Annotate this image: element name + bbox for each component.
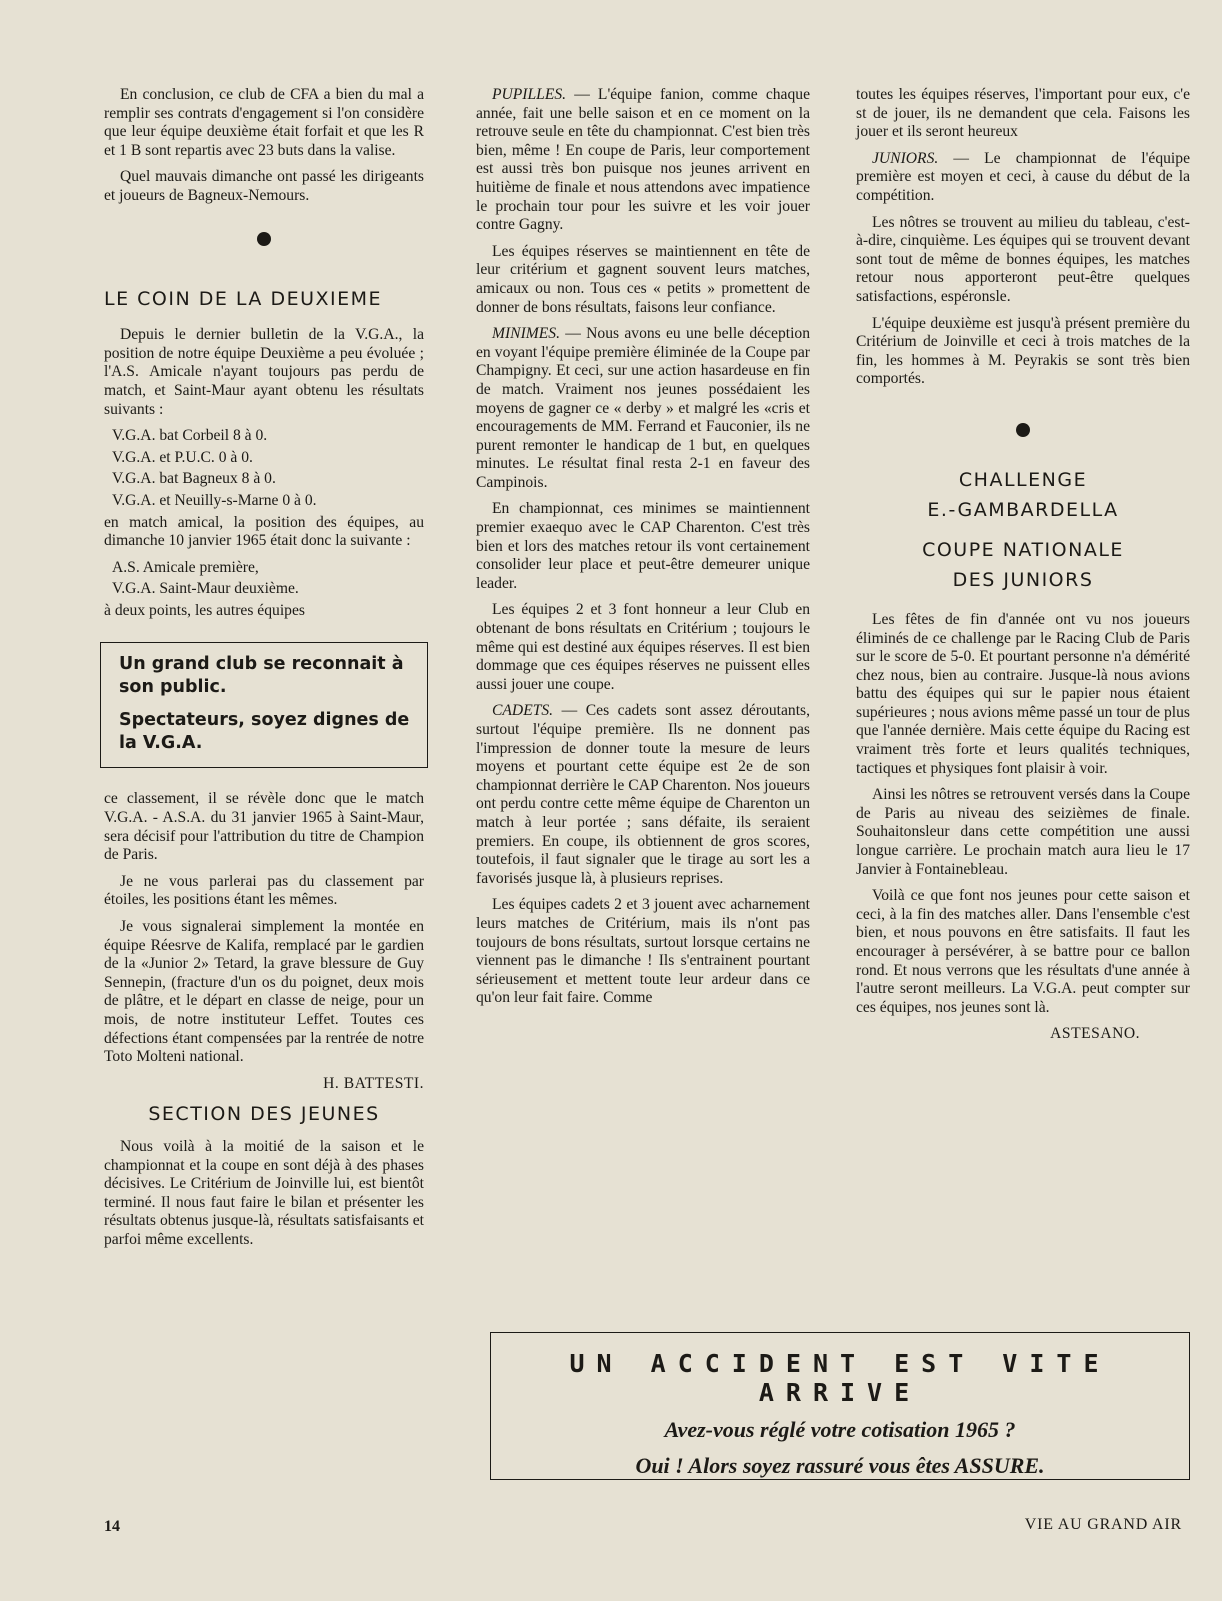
result-line: V.G.A. bat Bagneux 8 à 0. bbox=[112, 470, 276, 488]
column-3 bbox=[856, 86, 1190, 1056]
result-line: V.G.A. et Neuilly-s-Marne 0 à 0. bbox=[112, 491, 317, 509]
notice-line-2: Oui ! Alors soyez rassuré vous êtes ASSURE. bbox=[635, 1453, 1045, 1478]
author-signature: H. BATTESTI. bbox=[323, 1074, 424, 1092]
paragraph: Les équipes cadets 2 et 3 jouent avec acharnement leurs matches de Critérium, mais ils n'ont pas toujours de bons résultats, surtout lorsque certains ne viennent pas le dimanche ! Ils s'entrainent pourtant sérieusement et mettent toute leur ardeur dans ce qu'on leur fait faire. Comme bbox=[476, 896, 810, 1007]
juniors-label: JUNIORS. bbox=[872, 149, 939, 167]
heading-line: E.-GAMBARDELLA bbox=[927, 498, 1119, 521]
cadets-label: CADETS. bbox=[492, 702, 554, 720]
paragraph: à deux points, les autres équipes bbox=[104, 601, 305, 619]
paragraph: Les nôtres se trouvent au milieu du tableau, c'est-à-dire, cinquième. Les équipes qui se trouvent devant sont tout de même de bonnes équipes, les matches retour nous apporteront peut-être quelques satisfactions, espéronsle. bbox=[856, 213, 1190, 305]
paragraph-cadets bbox=[476, 702, 810, 888]
magazine-name: VIE AU GRAND AIR bbox=[1024, 1516, 1182, 1533]
bullet-divider bbox=[1016, 423, 1030, 437]
result-line: V.G.A. et P.U.C. 0 à 0. bbox=[112, 448, 253, 466]
paragraph: Nous voilà à la moitié de la saison et le championnat et la coupe en sont déjà à des phases décisives. Le Critérium de Joinville lui, est bientôt terminé. Il nous faut faire le bilan et présenter les résultats obtenus jusque-là, résultats satisfaisants et parfoi même excellents. bbox=[104, 1137, 424, 1248]
paragraph: Quel mauvais dimanche ont passé les dirigeants et joueurs de Bagneux-Nemours. bbox=[104, 168, 424, 204]
minimes-label: MINIMES. bbox=[492, 325, 560, 343]
section-heading-deuxieme: LE COIN DE LA DEUXIEME bbox=[104, 287, 383, 310]
pupilles-text: — L'équipe fanion, comme chaque année, fait une belle saison et en ce moment on la retrouve seule en tête du championnat. C'est bien très bien, même ! En coupe de Paris, leur comportement est aussi très bon puisque nos jeunes arrivent en huitième de finale et nous attendons avec impatience le prochain tour pour les suivre et les voir jouer contre Gagny. bbox=[476, 86, 810, 234]
paragraph: en match amical, la position des équipes, au dimanche 10 janvier 1965 était donc la suivante : bbox=[104, 513, 424, 550]
paragraph-juniors bbox=[856, 150, 1190, 206]
paragraph: ce classement, il se révèle donc que le match V.G.A. - A.S.A. du 31 janvier 1965 à Saint-Maur, sera décisif pour l'attribution du titre de Champion de Paris. bbox=[104, 790, 424, 864]
paragraph: Les fêtes de fin d'année ont vu nos joueurs éliminés de ce challenge par le Racing Club de Paris sur le score de 5-0. Et pourtant personne n'a démérité chez nous, bien au contraire. Jusque-là nous avions battu des équipes qui sur le papier nous étaient supérieures ; nous avions même passé un tour de plus que l'année dernière. Mais cette équipe du Racing est vraiment très forte et leurs qualités techniques, tactiques et physiques font plaisir à voir. bbox=[856, 610, 1190, 777]
paragraph: En championnat, ces minimes se maintiennent premier exaequo avec le CAP Charenton. C'est très bien et lors des matches retour ils vont certainement consolider leur place et peut-être demeurer unique leader. bbox=[476, 500, 810, 592]
paragraph: Les équipes 2 et 3 font honneur a leur Club en obtenant de bons résultats en Critérium ; toujours le même qui est destiné aux équipes réserves. Il est bien dommage que ces équipes réserves ne puissent elles aussi jouer une coupe. bbox=[476, 601, 810, 693]
heading-line: COUPE NATIONALE bbox=[922, 538, 1124, 561]
notice-line: Spectateurs, soyez dignes de la V.G.A. bbox=[119, 710, 410, 754]
paragraph-minimes bbox=[476, 325, 810, 492]
minimes-text: — Nous avons eu une belle déception en voyant l'équipe première éliminée de la Coupe par Champigny. Et ceci, sur une action hasardeuse en fin de match. Vraiment nos jeunes possédaient les moyens de gagner ce « derby » et malgré les «cris et encouragements de MM. Ferrand et Fauconier, ils ne purent remonter le handicap de 1 but, en quelques minutes. Le résultat final resta 2-1 en faveur des Campinois. bbox=[476, 325, 810, 491]
notice-line: Un grand club se reconnait à son public. bbox=[119, 654, 404, 698]
section-heading-jeunes: SECTION DES JEUNES bbox=[148, 1103, 380, 1126]
paragraph: toutes les équipes réserves, l'important pour eux, c'e st de jouer, ils ne demandent que cela. Faisons les jouer et ils seront heureux bbox=[856, 86, 1190, 141]
paragraph: Voilà ce que font nos jeunes pour cette saison et ceci, à la fin des matches aller. Dans l'ensemble c'est bien, et nous pouvons en être satisfaits. Il faut les encourager à persévérer, à se battre pour ce ballon rond. Et nous verrons que les résultats d'une année à l'autre seront meilleurs. La V.G.A. peut compter sur ces équipes, nos jeunes sont là. bbox=[856, 887, 1190, 1016]
challenge-heading bbox=[856, 465, 1190, 525]
pupilles-label: PUPILLES. bbox=[492, 86, 567, 103]
public-notice-box bbox=[100, 642, 428, 768]
paragraph: En conclusion, ce club de CFA a bien du mal a remplir ses contrats d'engagement si l'on considère que leur équipe deuxième était forfait et que les R et 1 B sont repartis avec 23 buts dans la valise. bbox=[104, 86, 424, 159]
insurance-notice-box bbox=[490, 1332, 1190, 1480]
bullet-divider bbox=[257, 232, 271, 246]
coupe-heading bbox=[856, 535, 1190, 595]
paragraph: Les équipes réserves se maintiennent en tête de leur critérium et gagnent souvent leurs matches, amicaux ou non. Tous ces « petits » promettent de donner de bons résultats, faisons leur confiance. bbox=[476, 242, 810, 316]
paragraph: Je ne vous parlerai pas du classement par étoiles, les positions étant les mêmes. bbox=[104, 872, 424, 909]
column-2 bbox=[476, 86, 810, 1016]
heading-line: DES JUNIORS bbox=[952, 568, 1094, 591]
result-line: V.G.A. bat Corbeil 8 à 0. bbox=[112, 427, 268, 445]
paragraph: Je vous signalerai simplement la montée en équipe Réesrve de Kalifa, remplacé par le gardien de la «Junior 2» Tetard, la grave blessure de Guy Sennepin, (fracture d'un os du poignet, deux mois de plâtre, et le départ en classe de neige, pour un mois, de notre instituteur Leffet. Toutes ces défections étant compensées par la rentrée de notre Toto Molteni national. bbox=[104, 918, 424, 1066]
cadets-text: — Ces cadets sont assez déroutants, surtout l'équipe première. Ils ne donnent pas l'impression de donner toute la mesure de leurs moyens et pourtant cette équipe est 2e de son championnat derrière le CAP Charenton. Nos joueurs ont perdu contre cette même équipe de Charenton un match à leur portée ; sans défaite, ils seraient premiers. En coupe, ils obtiennent de gros scores, toutefois, il faut signaler que le tirage au sort les a favorisés jusque là, à plusieurs reprises. bbox=[476, 702, 810, 887]
page-number: 14 bbox=[104, 1518, 120, 1535]
notice-title: UN ACCIDENT EST VITE ARRIVE bbox=[569, 1349, 1111, 1407]
standing-line: V.G.A. Saint-Maur deuxième. bbox=[112, 580, 299, 598]
paragraph: Depuis le dernier bulletin de la V.G.A., la position de notre équipe Deuxième a peu évoluée ; l'A.S. Amicale n'ayant toujours pas perdu de match, et Saint-Maur ayant obtenu les résultats suivants : bbox=[104, 326, 424, 418]
author-signature: ASTESANO. bbox=[1050, 1025, 1140, 1043]
paragraph-pupilles bbox=[476, 86, 810, 235]
paragraph: Ainsi les nôtres se retrouvent versés dans la Coupe de Paris au niveau des seizièmes de finale. Souhaitonsleur dans cette compétition une aussi longue carrière. Le prochain match aura lieu le 17 Janvier à Fontainebleau. bbox=[856, 786, 1190, 878]
column-1 bbox=[104, 86, 424, 1258]
paragraph: L'équipe deuxième est jusqu'à présent première du Critérium de Joinville et ceci à trois matches de la fin, les hommes à M. Peyrakis se sont très bien comportés. bbox=[856, 314, 1190, 388]
standing-line: A.S. Amicale première, bbox=[112, 558, 259, 576]
heading-line: CHALLENGE bbox=[958, 468, 1088, 491]
juniors-text: — Le championnat de l'équipe première est moyen et ceci, à cause du début de la compétition. bbox=[856, 149, 1190, 204]
notice-line-1: Avez-vous réglé votre cotisation 1965 ? bbox=[664, 1417, 1016, 1442]
